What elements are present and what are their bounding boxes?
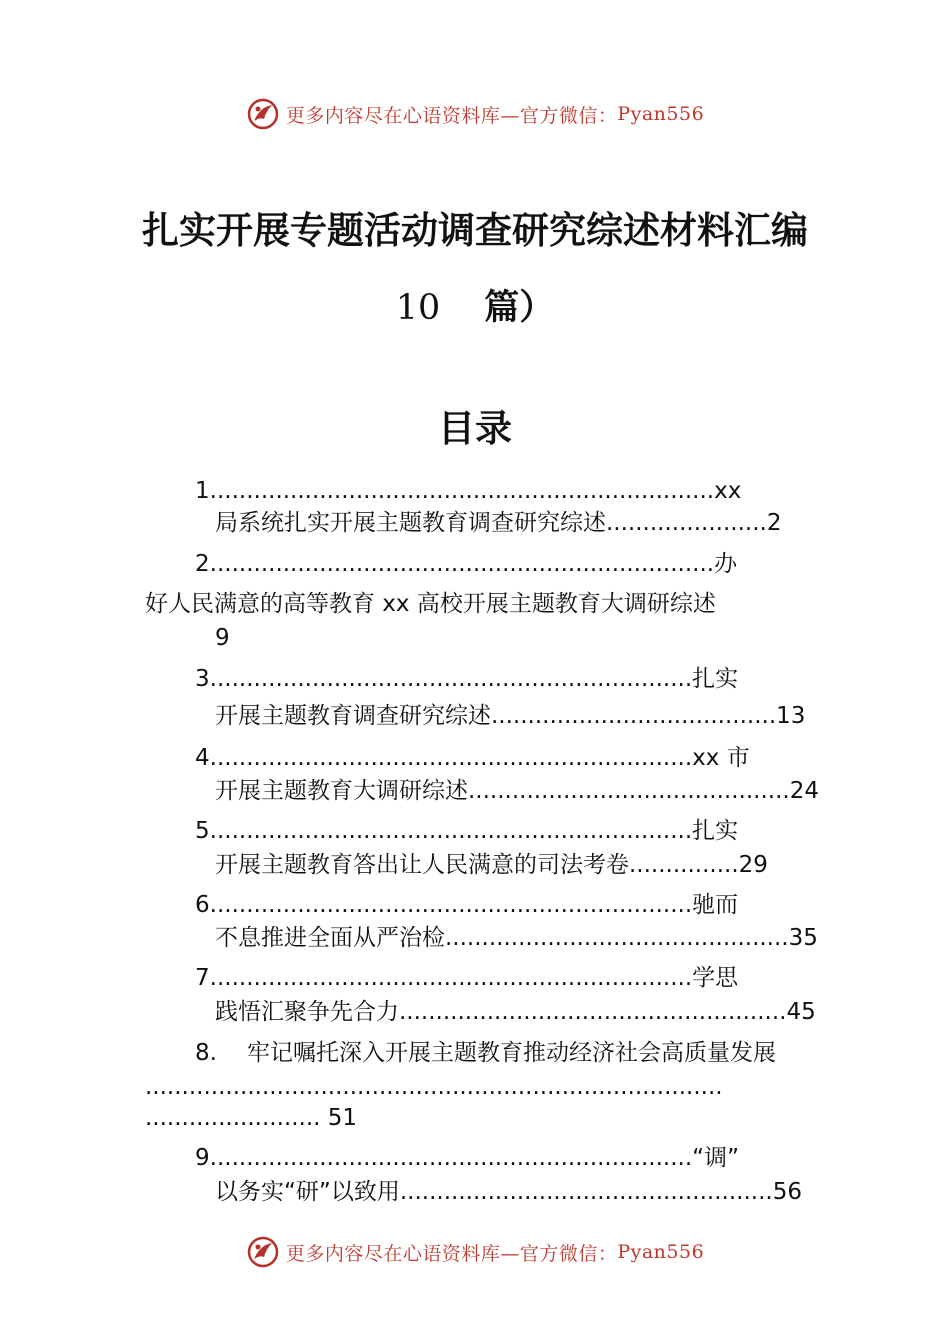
toc-number: 2 bbox=[195, 551, 210, 577]
toc-entry-5[interactable]: 5..................................................................扎实 bbox=[195, 818, 739, 844]
toc-text: 开展主题教育调查研究综述 bbox=[215, 703, 491, 729]
toc-entry-1-cont[interactable]: 局系统扎实开展主题教育调查研究综述......................2 bbox=[215, 510, 782, 536]
toc-lead: 扎实 bbox=[692, 818, 739, 844]
toc-text: 以务实“研”以致用 bbox=[215, 1179, 400, 1205]
wechat-id: Pyan556 bbox=[617, 1241, 705, 1263]
toc-heading: 目录 bbox=[438, 406, 512, 450]
toc-page: 29 bbox=[738, 852, 768, 878]
toc-entry-3[interactable]: 3..................................................................扎实 bbox=[195, 666, 739, 692]
toc-lead: “调” bbox=[692, 1145, 740, 1171]
article-unit: 篇） bbox=[484, 287, 555, 328]
logo-icon bbox=[246, 97, 280, 131]
toc-lead: 学思 bbox=[692, 965, 739, 991]
document-title: 扎实开展专题活动调查研究综述材料汇编 bbox=[142, 208, 808, 252]
toc-entry-6[interactable]: 6..................................................................驰而 bbox=[195, 892, 739, 918]
toc-entry-5-cont[interactable]: 开展主题教育答出让人民满意的司法考卷...............29 bbox=[215, 852, 768, 878]
toc-text: 开展主题教育答出让人民满意的司法考卷 bbox=[215, 852, 629, 878]
toc-lead: xx 市 bbox=[692, 745, 750, 771]
toc-lead: 办 bbox=[714, 551, 738, 577]
toc-text: 牢记嘱托深入开展主题教育推动经济社会高质量发展 bbox=[246, 1040, 776, 1066]
toc-entry-8-page[interactable]: ........................ 51 bbox=[145, 1105, 358, 1131]
logo-icon bbox=[246, 1235, 280, 1269]
toc-entry-1[interactable]: 1.....................................................................xx bbox=[195, 478, 742, 504]
toc-text: 开展主题教育大调研综述 bbox=[215, 778, 468, 804]
toc-page: 45 bbox=[786, 999, 816, 1025]
toc-entry-7[interactable]: 7..................................................................学思 bbox=[195, 965, 739, 991]
toc-page: 24 bbox=[789, 778, 819, 804]
toc-text: 好人民满意的高等教育 xx 高校开展主题教育大调研综述 bbox=[145, 591, 716, 617]
toc-entry-8[interactable] bbox=[195, 1038, 776, 1068]
toc-page: 51 bbox=[327, 1105, 358, 1131]
toc-lead: 驰而 bbox=[692, 892, 739, 918]
toc-entry-8-dots: ............................................................................... bbox=[145, 1074, 723, 1100]
toc-page: 13 bbox=[776, 703, 806, 729]
header-banner bbox=[0, 92, 950, 136]
toc-entry-9-cont[interactable]: 以务实“研”以致用...................................................56 bbox=[215, 1179, 802, 1205]
toc-text: 不息推进全面从严治检 bbox=[215, 925, 445, 951]
toc-number: 9 bbox=[195, 1145, 210, 1171]
toc-text: 践悟汇聚争先合力 bbox=[215, 999, 399, 1025]
toc-entry-4[interactable]: 4..................................................................xx 市 bbox=[195, 745, 750, 771]
toc-number: 6 bbox=[195, 892, 210, 918]
toc-number: 3 bbox=[195, 666, 210, 692]
toc-entry-6-cont[interactable]: 不息推进全面从严治检...............................................35 bbox=[215, 925, 818, 951]
toc-page: 9 bbox=[215, 625, 230, 651]
toc-entry-2-cont[interactable] bbox=[145, 589, 716, 619]
toc-number: 5 bbox=[195, 818, 210, 844]
toc-entry-9[interactable]: 9..................................................................“调” bbox=[195, 1145, 740, 1171]
wechat-id: Pyan556 bbox=[617, 103, 705, 125]
banner-text: 更多内容尽在心语资料库—官方微信： bbox=[285, 104, 618, 127]
document-subtitle bbox=[0, 280, 950, 330]
toc-page: 2 bbox=[766, 510, 782, 536]
toc-number: 8. bbox=[195, 1040, 217, 1066]
toc-entry-2-page[interactable] bbox=[215, 623, 230, 653]
toc-entry-7-cont[interactable]: 践悟汇聚争先合力.....................................................45 bbox=[215, 999, 816, 1025]
toc-text: 局系统扎实开展主题教育调查研究综述 bbox=[215, 510, 606, 536]
toc-entry-4-cont[interactable]: 开展主题教育大调研综述............................................24 bbox=[215, 778, 819, 804]
toc-lead: 扎实 bbox=[692, 666, 739, 692]
toc-page: 35 bbox=[788, 925, 818, 951]
toc-number: 1 bbox=[195, 478, 210, 504]
banner-text: 更多内容尽在心语资料库—官方微信： bbox=[285, 1242, 618, 1265]
toc-entry-3-cont[interactable]: 开展主题教育调查研究综述.......................................13 bbox=[215, 703, 806, 729]
toc-lead: xx bbox=[714, 478, 742, 504]
toc-number: 4 bbox=[195, 745, 210, 771]
toc-entry-2[interactable]: 2.....................................................................办 bbox=[195, 551, 738, 577]
article-count: 10 bbox=[395, 288, 441, 328]
toc-number: 7 bbox=[195, 965, 210, 991]
toc-page: 56 bbox=[772, 1179, 802, 1205]
footer-banner bbox=[0, 1230, 950, 1274]
